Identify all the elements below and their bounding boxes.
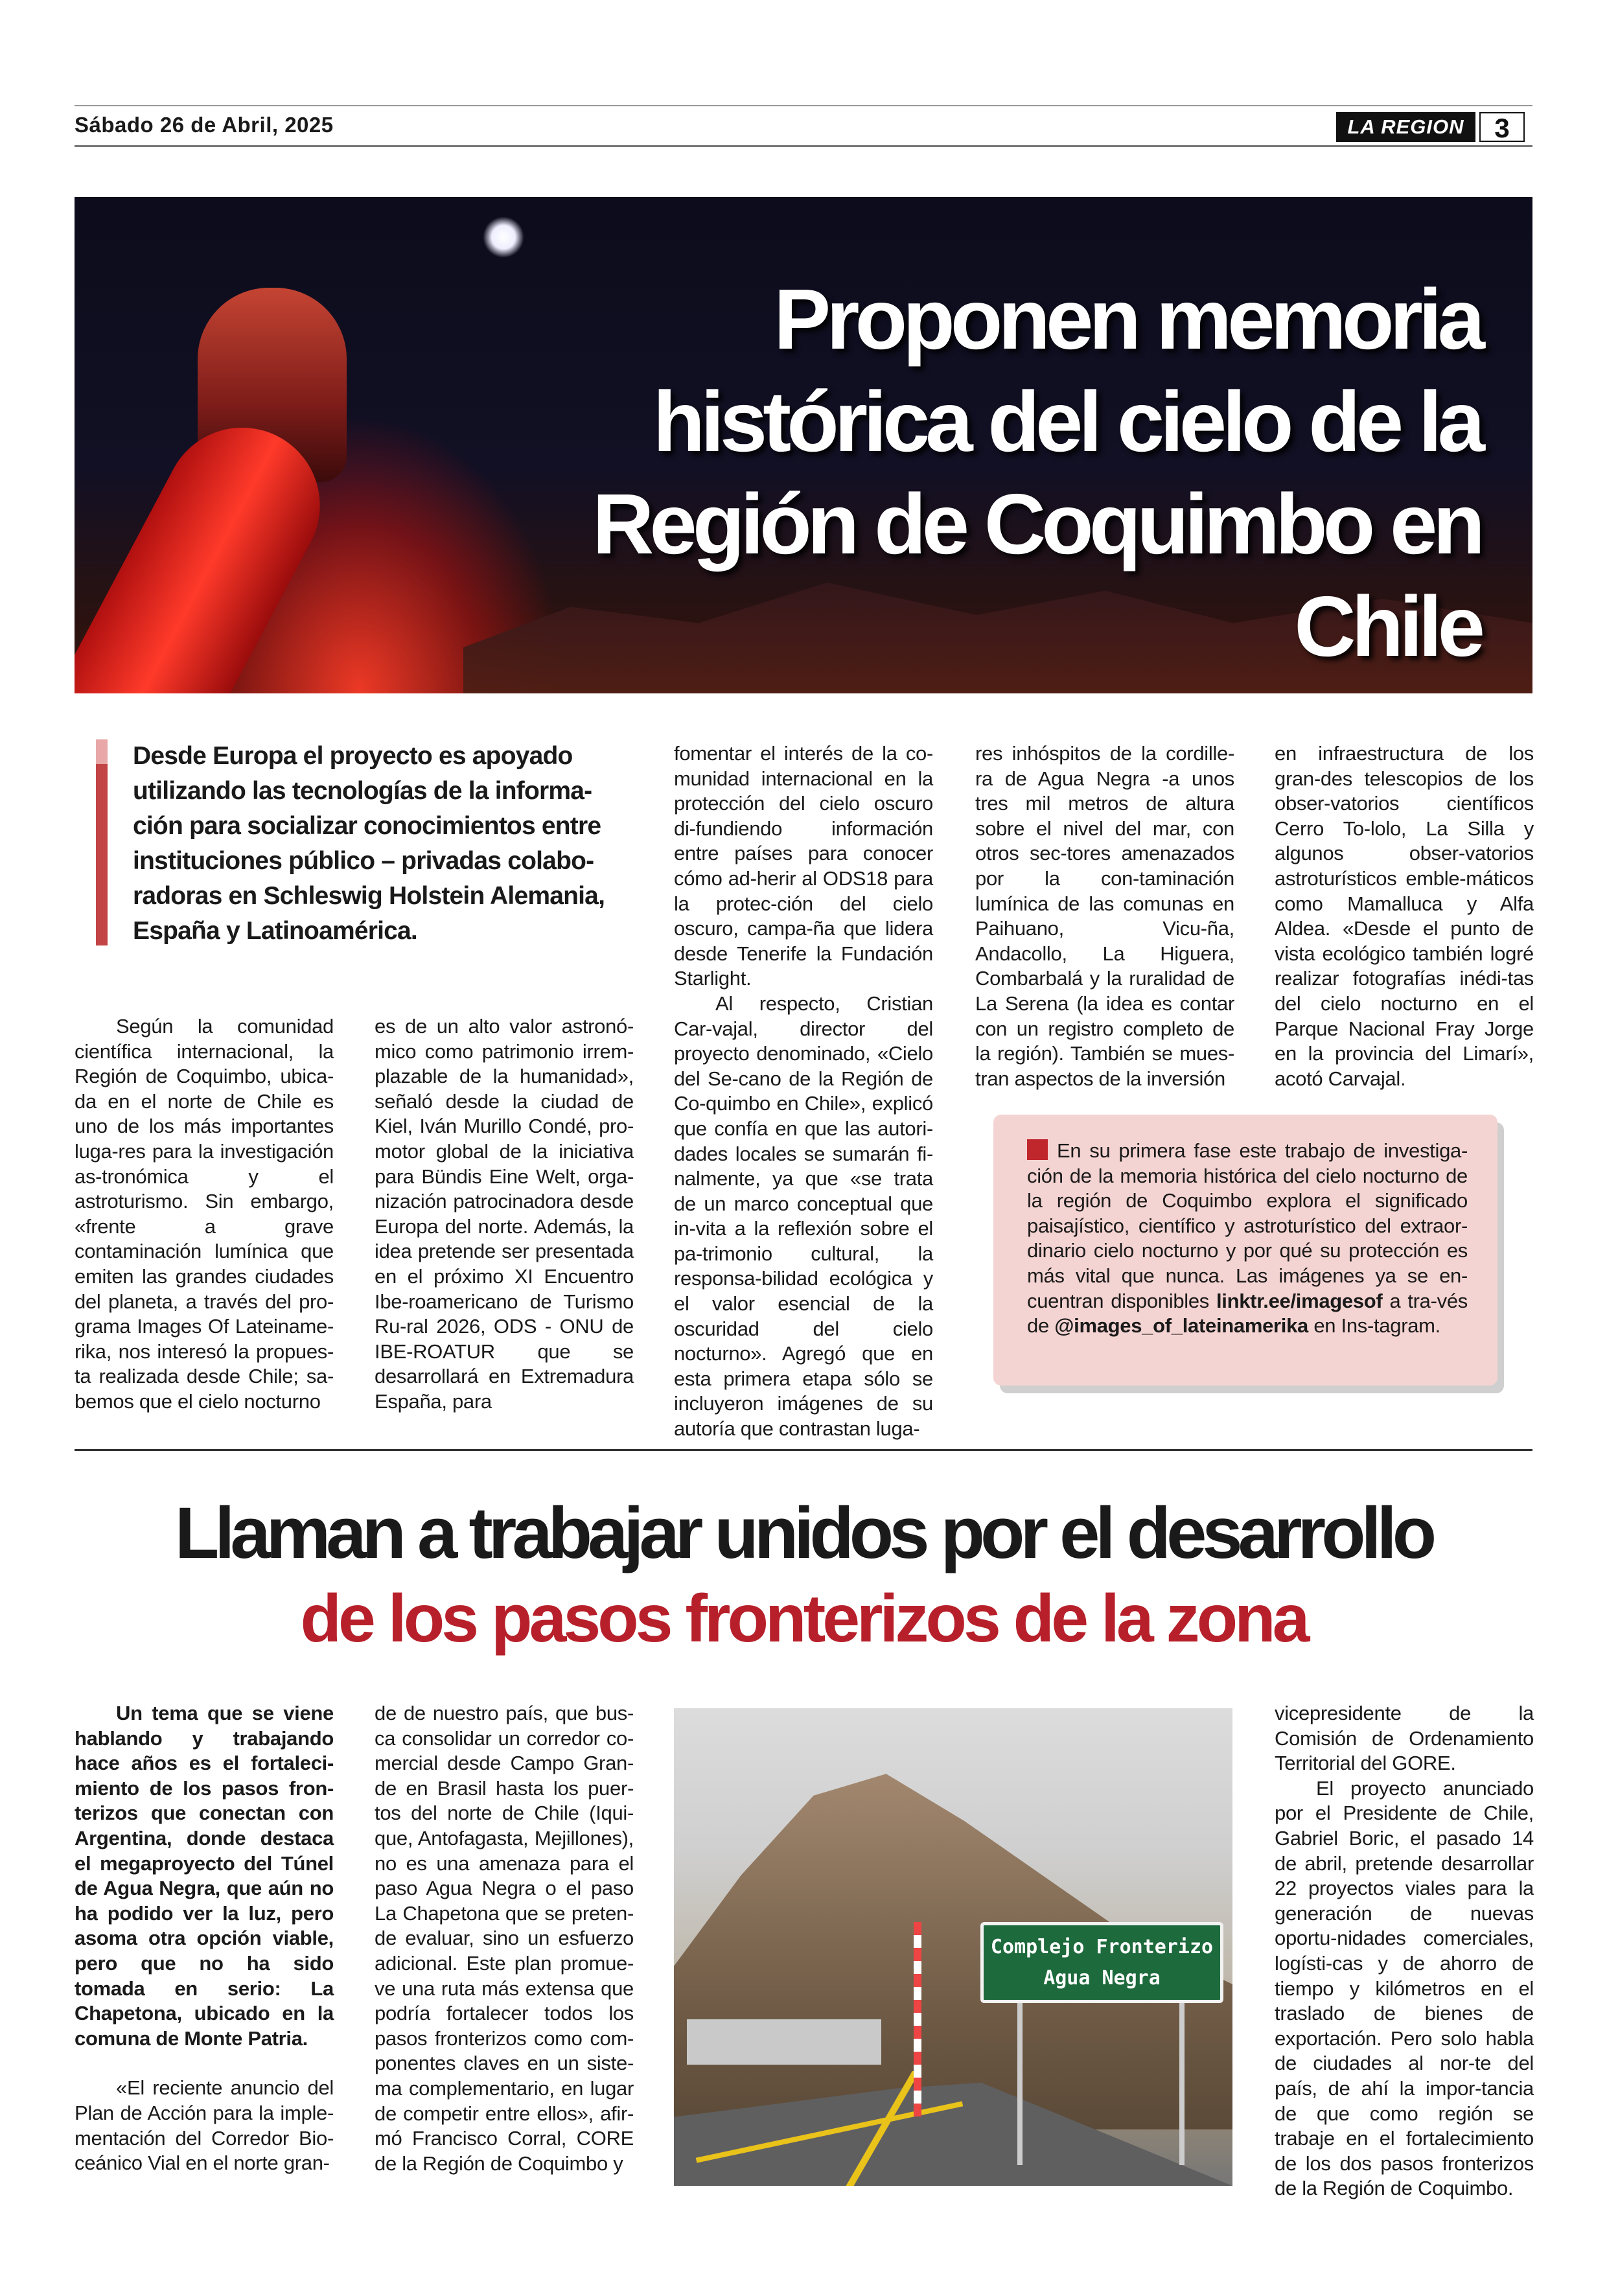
road-sign-line2: Agua Negra <box>1043 1967 1161 1989</box>
article2-column-4 <box>1275 1701 1534 2201</box>
road-sign-line1: Complejo Fronterizo <box>990 1936 1214 1958</box>
barrier-pole-shape <box>914 1922 921 2116</box>
spacer <box>75 2051 334 2076</box>
sign-post <box>1017 2003 1023 2165</box>
article-column-5 <box>1275 741 1534 1091</box>
moon-shape <box>483 216 524 258</box>
paragraph: El proyecto anunciado por el Presidente de Chile, Gabriel Boric, el pasado 14 de abril, pretende desarrollar 22 proyectos viales para la generación de nuevas oportu-nidades comerciales, logísti-cas y de ahorro de tiempo y kilómetros en el traslado de bienes de exportación. Pero solo habla de ciudades al nor-te del país, de ahí la impor-tancia de que como región se trabaje en el fortalecimiento de los dos pasos fronterizos de la Región de Coquimbo. <box>1275 1776 1534 2200</box>
masthead-logo: LA REGION <box>1336 112 1475 142</box>
sign-post <box>1179 2003 1185 2165</box>
linktree-link[interactable]: linktr.ee/imagesof <box>1216 1289 1383 1312</box>
paragraph: es de un alto valor astronó-mico como patrimonio irrem-plazable de la humanidad», señaló desde la ciudad de Kiel, Iván Murillo Condé, pro-motor global de la iniciativa para Bündis Eine Welt, orga-nización patrocinadora desde Europa del norte. Además, la idea pretende ser presentada en el próximo XI Encuentro Ibe-roamericano de Turismo Ru-ral 2026, ODS - ONU de IBE-ROATUR que se desarrollará en Extremadura España, para <box>375 1015 634 1413</box>
article-column-2 <box>375 1014 634 1415</box>
article2-column-1 <box>75 1701 334 2176</box>
road-sign <box>980 1922 1223 2003</box>
article-column-1 <box>75 1014 334 1415</box>
article2-title-line2: de los pasos fronterizos de la zona <box>300 1581 1307 1656</box>
article-lead: Desde Europa el proyecto es apoyado utilizando las tecnologías de la informa-ción para socializar conocimientos entre instituciones público – privadas colabo-radoras en Schleswig Holstein Alemania, España y Latinoamérica. <box>133 742 605 945</box>
paragraph: vicepresidente de la Comisión de Ordenamiento Territorial del GORE. <box>1275 1702 1534 1775</box>
header-rule <box>75 145 1532 147</box>
article-column-3 <box>674 741 933 1442</box>
info-box-text <box>1027 1139 1468 1339</box>
paragraph: de de nuestro país, que bus-ca consolidar un corredor co-mercial desde Campo Gran-de en Brasil hasta los puer-tos del norte de Chile (Iqui-que, Antofagasta, Mejillones), no es una amenaza para el paso Agua Negra o el paso La Chapetona que se preten-de evaluar, sino un esfuerzo adicional. Este plan promue-ve una ruta más extensa que podría fortalecer todos los pasos fronterizos como com-ponentes claves en un siste-ma complementario, en lugar de competir entre ellos», afir-mó Francisco Corral, CORE de la Región de Coquimbo y <box>375 1702 634 2175</box>
instagram-handle-link[interactable]: @images_of_lateinamerika <box>1054 1314 1308 1338</box>
article-column-4 <box>975 741 1234 1091</box>
paragraph: «El reciente anuncio del Plan de Acción para la imple-mentación del Corredor Bio-ceánico Vial en el norte gran- <box>75 2076 334 2175</box>
paragraph: Según la comunidad científica internacional, la Región de Coquimbo, ubica-da en el norte de Chile es uno de los más importantes luga-res para la investigación as-tronómica y el astroturismo. Sin embargo, «frente a grave contaminación lumínica que emiten las grandes ciudades del planeta, a través del pro-grama Images Of Lateiname-rika, nos interesó la propues-ta realizada desde Chile; sa-bemos que el cielo nocturno <box>75 1015 334 1413</box>
border-crossing-photo <box>674 1708 1232 2186</box>
building-shape <box>687 2019 881 2065</box>
article2-column-2 <box>375 1701 634 2176</box>
info-text-c: en Ins-tagram. <box>1313 1314 1440 1338</box>
paragraph: en infraestructura de los gran-des telescopios de los obser-vatorios científicos Cerro To-lolo, La Silla y algunos obser-vatorios astroturísticos emble-máticos como Mamalluca y Alfa Aldea. «Desde el punto de vista ecológico también logré realizar fotografías inédi-tas del cielo nocturno en el Parque Nacional Fray Jorge en la provincia del Limarí», acotó Carvajal. <box>1275 742 1534 1090</box>
page-number: 3 <box>1479 112 1525 142</box>
article2-title-line1: Llaman a trabajar unidos por el desarrollo <box>174 1492 1433 1573</box>
article-title: Proponen memoria histórica del cielo de la Región de Coquimbo en Chile <box>592 272 1481 674</box>
info-text-b: a tra-vés de <box>1027 1289 1468 1338</box>
header-top-rule <box>75 105 1532 106</box>
header-date: Sábado 26 de Abril, 2025 <box>75 113 334 137</box>
info-text-a: En su primera fase este trabajo de investiga-ción de la memoria histórica del cielo nocturno de la región de Coquimbo explora el significado paisajístico, científico y astroturístico del extraor-dinario cielo nocturno y por qué su protección es más vital que nunca. Las imágenes ya se en-cuentran disponibles <box>1027 1139 1468 1312</box>
square-bullet-icon <box>1027 1139 1048 1160</box>
paragraph: Al respecto, Cristian Car-vajal, director del proyecto denominado, «Cielo del Se-cano de la Región de Co-quimbo en Chile», explicó que confía en que las autori-dades locales se sumarán fi-nalmente, ya que «se trata de un marco conceptual que in-vita a la reflexión sobre el pa-trimonio cultural, la responsa-bilidad ecológica y el valor esencial de la oscuridad del cielo nocturno». Agregó que en esta primera etapa sólo se incluyeron imágenes de su autoría que contrastan luga- <box>674 991 933 1441</box>
section-divider <box>75 1449 1532 1451</box>
paragraph: fomentar el interés de la co-munidad internacional en la protección del cielo oscuro di-fundiendo información entre países para conocer cómo ad-herir al ODS18 para la protec-ción del cielo oscuro, campa-ña que lidera desde Tenerife la Fundación Starlight. <box>674 742 933 990</box>
article2-lead: Un tema que se viene hablando y trabajando hace años es el fortaleci-miento de los pasos fron-terizos que conectan con Argentina, donde destaca el megaproyecto del Túnel de Agua Negra, que aún no ha podido ver la luz, pero asoma otra opción viable, pero que no ha sido tomada en serio: La Chapetona, ubicado en la comuna de Monte Patria. <box>75 1702 334 2050</box>
lead-accent-bar <box>96 739 108 945</box>
paragraph: res inhóspitos de la cordille-ra de Agua Negra -a unos tres mil metros de altura sobre el nivel del mar, con otros sec-tores amenazados por la con-taminación lumínica de las comunas en Paihuano, Vicu-ña, Andacollo, La Higuera, Combarbalá y la ruralidad de La Serena (la idea es contar con un registro completo de la región). También se mues-tran aspectos de la inversión <box>975 742 1234 1090</box>
hero-photo <box>75 197 1532 693</box>
